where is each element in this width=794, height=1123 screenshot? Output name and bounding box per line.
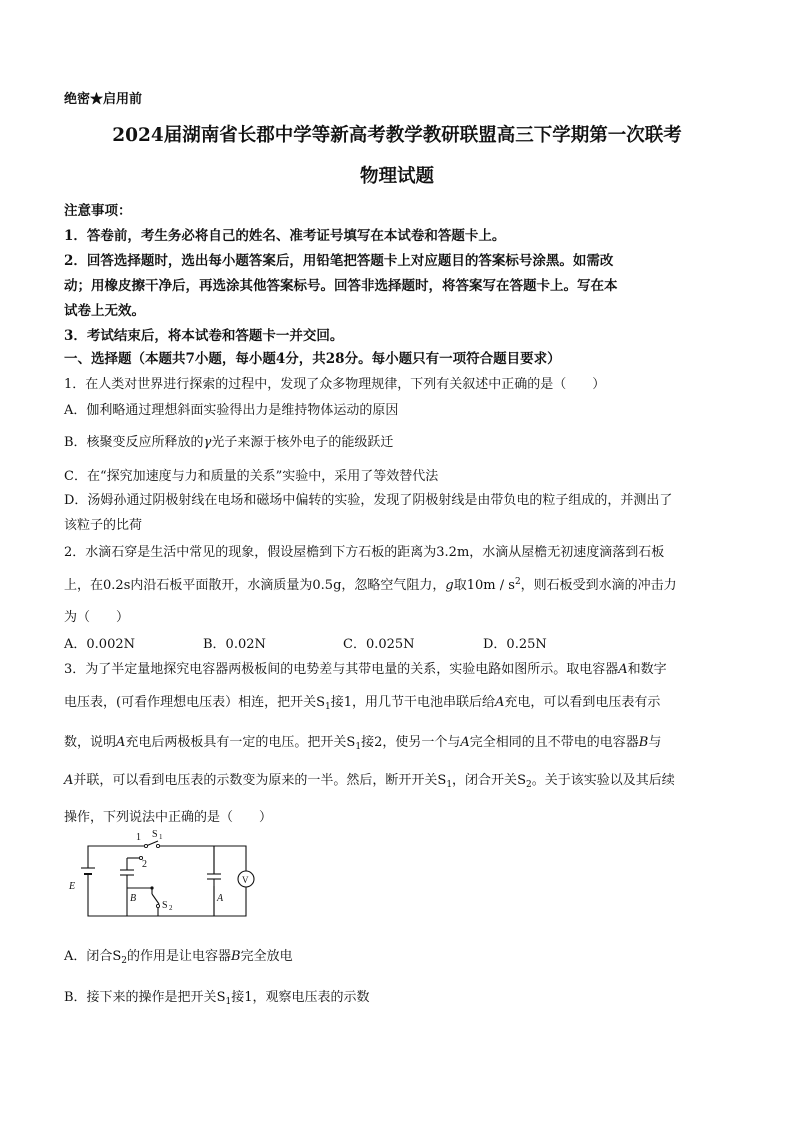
q2-stem-line-3: 为（ ） — [64, 610, 130, 625]
q1-option-d-line-2: 该粒子的比荷 — [64, 518, 143, 533]
circuit-diagram — [66, 828, 266, 922]
wire-top-left — [88, 846, 146, 868]
notice-item-1: 1．答卷前，考生务必将自己的姓名、准考证号填写在本试卷和答题卡上。 — [64, 228, 506, 244]
notice-item-2-line-1: 2．回答选择题时，选出每小题答案后，用铅笔把答题卡上对应题目的答案标号涂黑。如需改 — [64, 253, 614, 269]
notice-heading: 注意事项： — [64, 203, 132, 219]
q1-option-a: A．伽利略通过理想斜面实验得出力是维持物体运动的原因 — [64, 403, 399, 418]
label-s2: S — [162, 900, 168, 911]
label-2: 2 — [142, 859, 147, 870]
q2-stem-line-2: 上，在0.2s内沿石板平面散开，水滴质量为0.5g，忽略空气阻力，g取$10m / s^2$，则石板受到水滴的冲击力 — [64, 577, 677, 593]
q1-option-b: B．核聚变反应所释放的γ光子来源于核外电子的能级跃迁 — [64, 435, 394, 450]
notice-item-2-line-3: 试卷上无效。 — [64, 303, 145, 319]
q1-stem: 1．在人类对世界进行探索的过程中，发现了众多物理规律，下列有关叙述中正确的是（ ） — [64, 377, 606, 392]
exam-subject: 物理试题 — [359, 166, 434, 187]
q2-stem-line-1: 2．水滴石穿是生活中常见的现象，假设屋檐到下方石板的距离为3.2m，水滴从屋檐无初速度滴落到石板 — [64, 545, 665, 560]
switch-s2-blade — [152, 894, 159, 904]
label-b: B — [130, 893, 137, 904]
label-s1-sub: 1 — [159, 833, 163, 841]
q3-stem-line-2: 电压表，(可看作理想电压表）相连，把开关$S_1$接1，用几节干电池串联后给A充电，可以看到电压表有示 — [64, 695, 661, 712]
wire-voltmeter-top — [214, 846, 246, 871]
q3-option-b: B．接下来的操作是把开关$S_1$接1，观察电压表的示数 — [64, 990, 370, 1007]
section-title: 一、选择题（本题共7小题，每小题4分，共28分。每小题只有一项符合题目要求） — [64, 351, 561, 367]
q3-stem-line-1: 3．为了半定量地探究电容器两极板间的电势差与其带电量的关系，实验电路如图所示。取电容器A和数字 — [64, 662, 667, 677]
q1-option-c: C．在“探究加速度与力和质量的关系”实验中，采用了等效替代法 — [64, 469, 439, 484]
label-e: E — [69, 881, 76, 892]
label-v: V — [242, 875, 249, 885]
label-1: 1 — [136, 832, 141, 843]
q2-option-a: A．0.002N — [64, 637, 135, 652]
q3-option-a: A．闭合$S_2$的作用是让电容器B完全放电 — [64, 949, 293, 966]
notice-item-2-line-2: 动；用橡皮擦干净后，再选涂其他答案标号。回答非选择题时，将答案写在答题卡上。写在本 — [64, 278, 618, 294]
q1-option-d-line-1: D．汤姆孙通过阴极射线在电场和磁场中偏转的实验，发现了阴极射线是由带负电的粒子组成的，并测出了 — [64, 493, 673, 508]
wire-top-right — [158, 846, 214, 874]
confidential-mark: 绝密★启用前 — [64, 92, 143, 107]
exam-title: 2024届湖南省长郡中学等新高考教学教研联盟高三下学期第一次联考 — [112, 125, 682, 146]
q3-stem-line-4: A并联，可以看到电压表的示数变为原来的一半。然后，断开开关$S_1$，闭合开关$S_2$。关于该实验以及其后续 — [64, 773, 675, 790]
label-s2-sub: 2 — [169, 904, 173, 912]
label-a: A — [217, 893, 224, 904]
q2-option-d: D．0.25N — [483, 637, 547, 652]
notice-item-3: 3．考试结束后，将本试卷和答题卡一并交回。 — [64, 328, 344, 344]
q2-option-c: C．0.025N — [343, 637, 415, 652]
q3-stem-line-3: 数，说明A充电后两极板具有一定的电压。把开关$S_1$接2，使另一个与A完全相同的且不带电的电容器B与 — [64, 735, 662, 752]
label-s1: S — [152, 829, 158, 840]
q2-option-b: B．0.02N — [203, 637, 266, 652]
q3-stem-line-5: 操作，下列说法中正确的是（ ） — [64, 810, 273, 825]
